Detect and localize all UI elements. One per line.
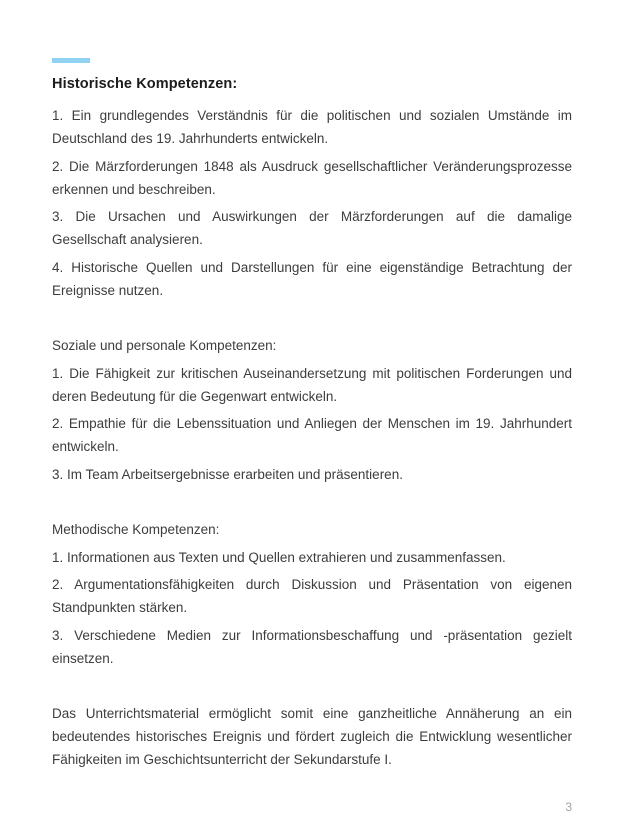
- section-methodische-kompetenzen: [52, 518, 572, 670]
- list-item-methodisch-2: 2. Argumentationsfähigkeiten durch Diskussion und Präsentation von eigenen Standpunkten stärken.: [52, 577, 572, 615]
- list-item-sozial-1: 1. Die Fähigkeit zur kritischen Auseinandersetzung mit politischen Forderungen und deren Bedeutung für die Gegenwart entwickeln.: [52, 365, 572, 404]
- list-item-historisch-3: 3. Die Ursachen und Auswirkungen der Märzforderungen auf die damalige Gesellschaft analysieren.: [52, 209, 572, 247]
- section-soziale-kompetenzen: [52, 334, 572, 486]
- list-item-methodisch-3: 3. Verschiedene Medien zur Informationsbeschaffung und -präsentation gezielt einsetzen.: [52, 627, 572, 666]
- list-item-sozial-3: 3. Im Team Arbeitsergebnisse erarbeiten und präsentieren.: [52, 466, 403, 482]
- list-item-methodisch-1: 1. Informationen aus Texten und Quellen extrahieren und zusammenfassen.: [52, 549, 506, 565]
- section-heading-methodische-kompetenzen: Methodische Kompetenzen:: [52, 521, 220, 537]
- list-item-historisch-1: 1. Ein grundlegendes Verständnis für die politischen und sozialen Umstände im Deutschland des 19. Jahrhunderts entwickeln.: [52, 108, 572, 146]
- page-number: 3: [565, 800, 572, 814]
- section-heading-soziale-kompetenzen: Soziale und personale Kompetenzen:: [52, 337, 277, 353]
- section-heading-historische-kompetenzen: Historische Kompetenzen:: [52, 76, 238, 92]
- section-historische-kompetenzen: [52, 74, 572, 302]
- list-item-historisch-2: 2. Die Märzforderungen 1848 als Ausdruck gesellschaftlicher Veränderungsprozesse erkennen und beschreiben.: [52, 158, 572, 197]
- accent-bar: [52, 58, 90, 63]
- closing-paragraph: Das Unterrichtsmaterial ermöglicht somit eine ganzheitliche Annäherung an ein bedeutendes historisches Ereignis und fördert zugleich die Entwicklung wesentlicher Fähigkeiten im Geschichtsunterricht der Sekundarstufe I.: [52, 705, 572, 767]
- list-item-sozial-2: 2. Empathie für die Lebenssituation und Anliegen der Menschen im 19. Jahrhundert entwickeln.: [52, 416, 572, 454]
- list-item-historisch-4: 4. Historische Quellen und Darstellungen für eine eigenständige Betrachtung der Ereignisse nutzen.: [52, 259, 572, 298]
